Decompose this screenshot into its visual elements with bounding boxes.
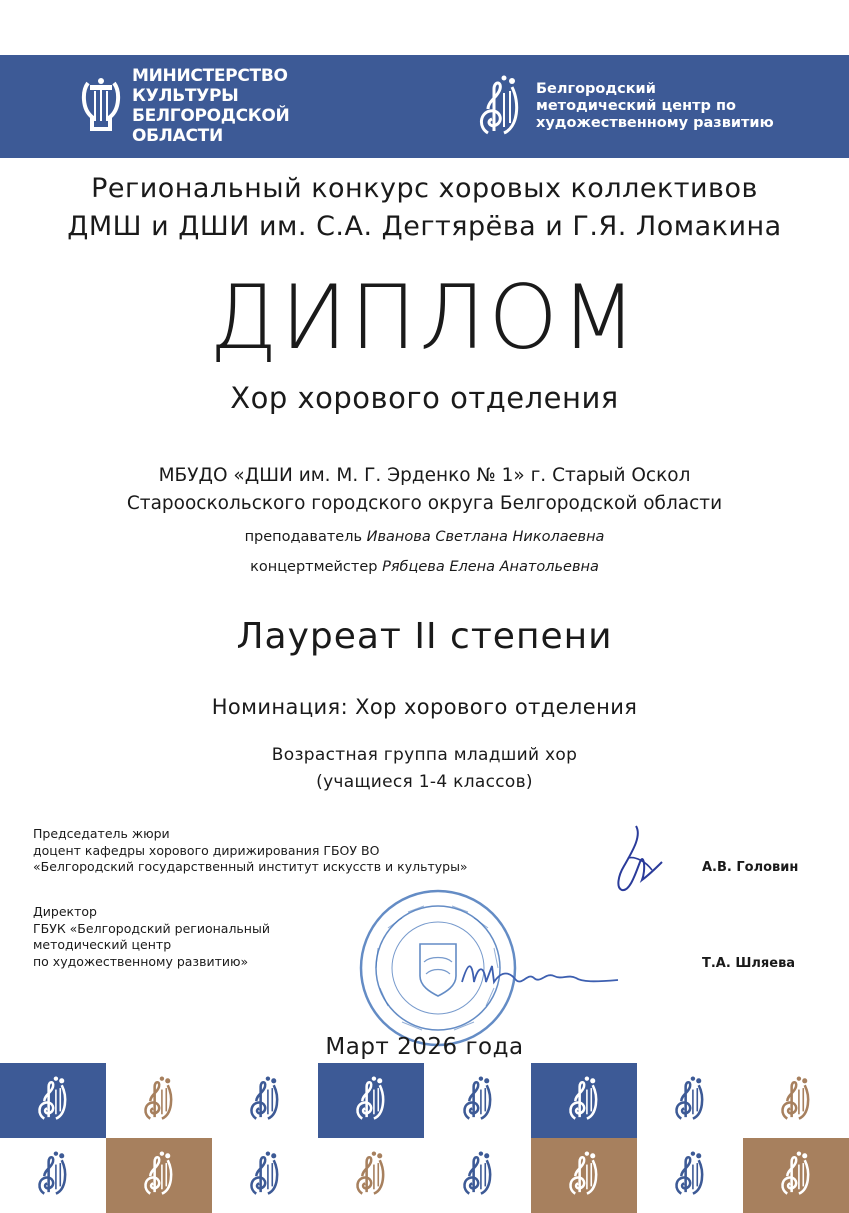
pattern-tile <box>106 1063 212 1138</box>
treble-clef-lyre-icon <box>669 1075 711 1127</box>
jury-signature <box>606 822 666 896</box>
treble-clef-lyre-icon <box>350 1150 392 1202</box>
director-block <box>33 904 270 970</box>
age-group-line1: Возрастная группа младший хор <box>271 745 578 765</box>
pattern-tile <box>637 1063 743 1138</box>
contest-title <box>0 170 849 246</box>
treble-clef-lyre-icon <box>244 1075 286 1127</box>
director-line1: Директор <box>33 904 97 919</box>
treble-clef-lyre-icon <box>563 1150 605 1202</box>
center-line1: Белгородский <box>536 80 656 97</box>
pattern-tile <box>0 1138 106 1213</box>
header-band <box>0 55 849 158</box>
pattern-tile <box>531 1063 637 1138</box>
teacher-role: преподаватель <box>244 529 363 545</box>
pattern-tile <box>425 1063 531 1138</box>
center-line3: художественному развитию <box>536 114 774 131</box>
pattern-tile <box>318 1063 424 1138</box>
director-line3: методический центр <box>33 937 172 952</box>
treble-clef-lyre-icon <box>474 73 526 139</box>
school-info <box>0 462 849 518</box>
treble-clef-lyre-icon <box>32 1075 74 1127</box>
pattern-tile <box>637 1138 743 1213</box>
treble-clef-lyre-icon <box>457 1075 499 1127</box>
contest-line1: Региональный конкурс хоровых коллективов <box>91 173 758 204</box>
ministry-line2: БЕЛГОРОДСКОЙ ОБЛАСТИ <box>132 106 290 146</box>
jury-line3: «Белгородский государственный институт искусств и культуры» <box>33 859 468 874</box>
age-group-line2: (учащиеся 1-4 классов) <box>316 772 533 792</box>
treble-clef-lyre-icon <box>138 1075 180 1127</box>
teacher-name: Иванова Светлана Николаевна <box>366 529 605 545</box>
center-line2: методический центр по <box>536 97 736 114</box>
treble-clef-lyre-icon <box>775 1075 817 1127</box>
accompanist-role: концертмейстер <box>250 559 378 575</box>
lyre-icon <box>78 77 124 135</box>
contest-line2: ДМШ и ДШИ им. С.А. Дегтярёва и Г.Я. Ломакина <box>67 211 782 242</box>
treble-clef-lyre-icon <box>669 1150 711 1202</box>
decorative-tile-pattern <box>0 1063 849 1200</box>
director-signer: Т.А. Шляева <box>702 956 796 971</box>
pattern-tile <box>531 1138 637 1213</box>
director-signature <box>458 952 628 996</box>
nomination: Номинация: Хор хорового отделения <box>211 695 638 719</box>
jury-line1: Председатель жюри <box>33 826 170 841</box>
jury-line2: доцент кафедры хорового дирижирования ГБОУ ВО <box>33 842 380 858</box>
choir-name: Хор хорового отделения <box>230 381 619 415</box>
accompanist-line <box>0 556 849 578</box>
treble-clef-lyre-icon <box>563 1075 605 1127</box>
ministry-line1: МИНИСТЕРСТВО КУЛЬТУРЫ <box>132 66 288 106</box>
pattern-tile <box>743 1138 849 1213</box>
diploma-title: ДИПЛОМ <box>209 266 640 369</box>
issue-date: Март 2026 года <box>325 1034 524 1060</box>
pattern-tile <box>106 1138 212 1213</box>
treble-clef-lyre-icon <box>775 1150 817 1202</box>
director-line4: по художественному развитию» <box>33 953 249 969</box>
teacher-line <box>0 526 849 548</box>
pattern-tile <box>425 1138 531 1213</box>
pattern-tile <box>0 1063 106 1138</box>
jury-signer: А.В. Головин <box>702 860 799 875</box>
school-line1: МБУДО «ДШИ им. М. Г. Эрденко № 1» г. Старый Оскол <box>158 465 691 486</box>
treble-clef-lyre-icon <box>350 1075 392 1127</box>
treble-clef-lyre-icon <box>457 1150 499 1202</box>
award-title: Лауреат II степени <box>236 616 613 657</box>
treble-clef-lyre-icon <box>244 1150 286 1202</box>
school-line2: Старооскольского городского округа Белгородской области <box>126 493 723 514</box>
pattern-tile <box>318 1138 424 1213</box>
jury-chair-block <box>33 826 468 876</box>
pattern-tile <box>743 1063 849 1138</box>
method-center-logo <box>474 71 804 141</box>
treble-clef-lyre-icon <box>138 1150 180 1202</box>
treble-clef-lyre-icon <box>32 1150 74 1202</box>
pattern-tile <box>212 1063 318 1138</box>
accompanist-name: Рябцева Елена Анатольевна <box>382 559 599 575</box>
pattern-tile <box>212 1138 318 1213</box>
ministry-logo <box>78 66 378 146</box>
director-line2: ГБУК «Белгородский региональный <box>33 920 270 936</box>
